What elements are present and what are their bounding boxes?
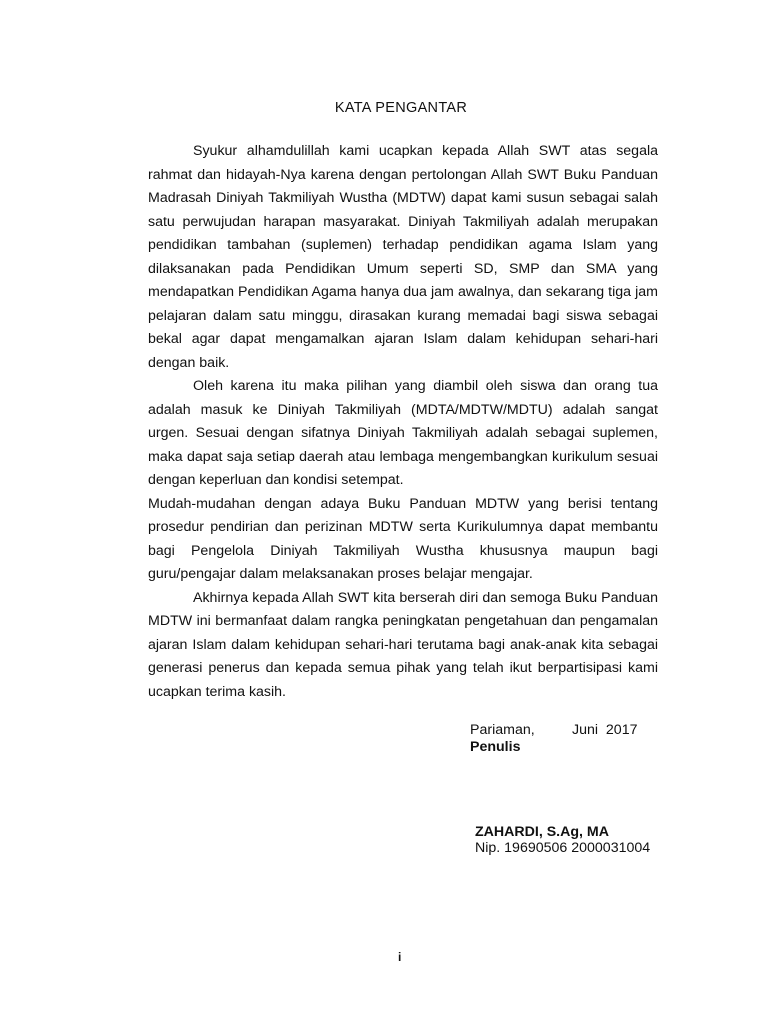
- paragraph-4: Akhirnya kepada Allah SWT kita berserah diri dan semoga Buku Panduan MDTW ini bermanfaat dalam rangka peningkatan pengetahuan dan pengamalan ajaran Islam dalam kehidupan sehari-hari terutama bagi anak-anak kita sebagai generasi penerus dan kepada semua pihak yang telah ikut berpartisipasi kami ucapkan terima kasih.: [148, 589, 658, 700]
- paragraph-2: Oleh karena itu maka pilihan yang diambil oleh siswa dan orang tua adalah masuk ke Diniyah Takmiliyah (MDTA/MDTW/MDTU) adalah sangat urgen. Sesuai dengan sifatnya Diniyah Takmiliyah adalah sebagai suplemen, maka dapat saja setiap daerah atau lembaga mengembangkan kurikulum sesuai dengan keperluan dan kondisi setempat.: [148, 378, 658, 488]
- signature-date: Juni 2017: [572, 722, 638, 738]
- document-title: KATA PENGANTAR: [334, 100, 468, 116]
- signature-place: Pariaman,: [470, 722, 535, 738]
- signature-nip: Nip. 19690506 2000031004: [475, 840, 651, 856]
- page-number: i: [398, 950, 402, 964]
- paragraph-1: Syukur alhamdulillah kami ucapkan kepada Allah SWT atas segala rahmat dan hidayah-Nya karena dengan pertolongan Allah SWT Buku Panduan Madrasah Diniyah Takmiliyah Wustha (MDTW) dapat kami susun sebagai salah satu perwujudan harapan masyarakat. Diniyah Takmiliyah adalah merupakan pendidikan tambahan (suplemen) terhadap pendidikan agama Islam yang dilaksanakan pada Pendidikan Umum seperti SD, SMP dan SMA yang mendapatkan Pendidikan Agama hanya dua jam awalnya, dan sekarang tiga jam pelajaran dalam satu minggu, dirasakan kurang memadai bagi siswa sebagai bekal agar dapat mengamalkan ajaran Islam dalam kehidupan sehari-hari dengan baik.: [148, 143, 658, 371]
- signature-role: Penulis: [470, 739, 521, 755]
- paragraph-3: Mudah-mudahan dengan adaya Buku Panduan MDTW yang berisi tentang prosedur pendirian dan perizinan MDTW serta Kurikulumnya dapat membantu bagi Pengelola Diniyah Takmiliyah Wustha khususnya maupun bagi guru/pengajar dalam melaksanakan proses belajar mengajar.: [148, 495, 658, 582]
- document-body: [148, 140, 658, 704]
- signature-name: ZAHARDI, S.Ag, MA: [475, 824, 609, 840]
